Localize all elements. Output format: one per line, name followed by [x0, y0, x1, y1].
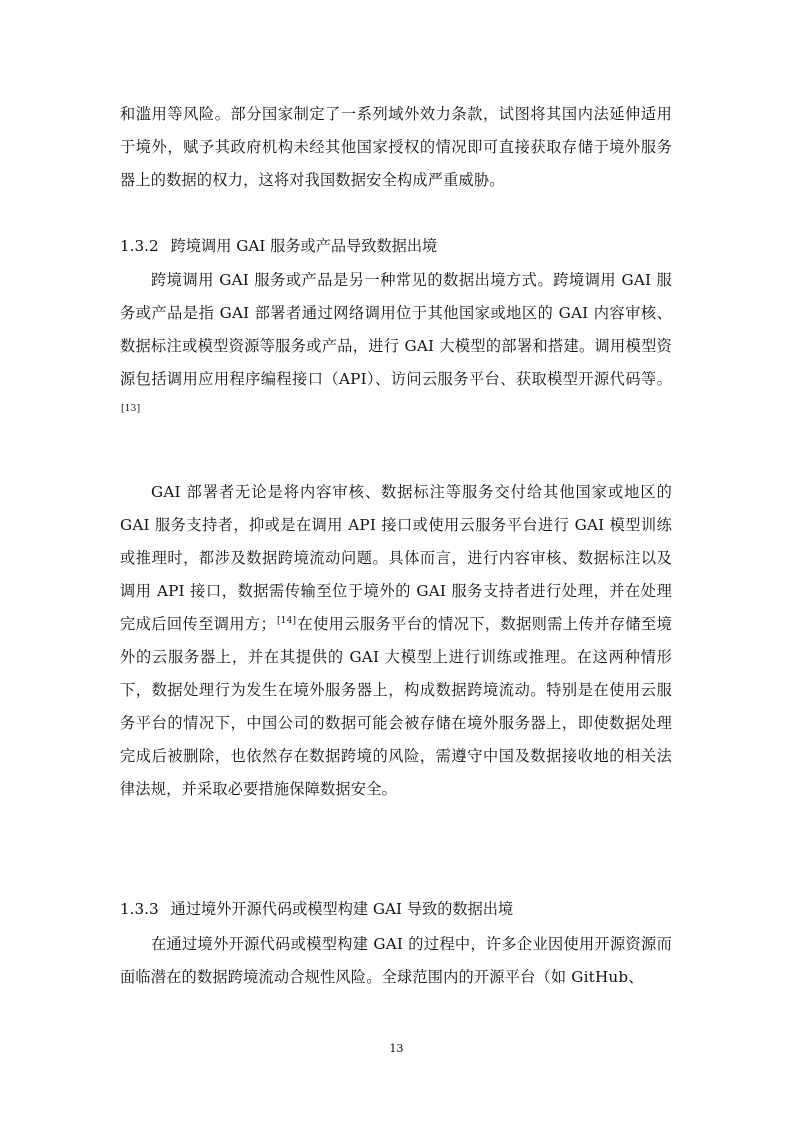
section-heading-1-3-2	[120, 230, 672, 263]
citation-14: [14]	[276, 616, 297, 626]
paragraph-text: 和滥用等风险。部分国家制定了一系列域外效力条款，试图将其国内法延伸适用于境外，赋予其政府机构未经其他国家授权的情况即可直接获取存储于境外服务器上的数据的权力，这将对我国数据安全构成严重威胁。	[120, 105, 672, 189]
section-title: 跨境调用 GAI 服务或产品导致数据出境	[170, 237, 438, 255]
paragraph-open-source-risk	[120, 928, 672, 994]
paragraph-text: 在通过境外开源代码或模型构建 GAI 的过程中，许多企业因使用开源资源而面临潜在的数据跨境流动合规性风险。全球范围内的开源平台（如 GitHub、	[120, 935, 672, 986]
paragraph-text-continued: 在使用云服务平台的情况下，数据则需上传并存储至境外的云服务器上，并在其提供的 GAI 大模型上进行训练或推理。在这两种情形下，数据处理行为发生在境外服务器上，构成数据跨境流动。特别是在使用云服务平台的情况下，中国公司的数据可能会被存储在境外服务器上，即使数据处理完成后被删除，也依然存在数据跨境的风险，需遵守中国及数据接收地的相关法律法规，并采取必要措施保障数据安全。	[120, 615, 672, 798]
section-number: 1.3.2	[120, 237, 159, 255]
section-number: 1.3.3	[120, 900, 159, 918]
paragraph-data-sovereignty-risk	[120, 98, 672, 197]
citation-13: [13]	[121, 404, 141, 414]
paragraph-text: 跨境调用 GAI 服务或产品是另一种常见的数据出境方式。跨境调用 GAI 服务或产品是指 GAI 部署者通过网络调用位于其他国家或地区的 GAI 内容审核、数据标注或模型资源等服务或产品，进行 GAI 大模型的部署和搭建。调用模型资源包括调用应用程序编程接口（API）、访问云服务平台、获取模型开源代码等。	[120, 271, 672, 388]
section-heading-1-3-3	[120, 893, 672, 926]
page-number: 13	[389, 1042, 404, 1055]
paragraph-text: GAI 部署者无论是将内容审核、数据标注等服务交付给其他国家或地区的 GAI 服务支持者，抑或是在调用 API 接口或使用云服务平台进行 GAI 模型训练或推理时，都涉及数据跨境流动问题。具体而言，进行内容审核、数据标注以及调用 API 接口，数据需传输至位于境外的 GAI 服务支持者进行处理，并在处理完成后回传至调用方；	[120, 483, 672, 633]
paragraph-data-flow-issues	[120, 476, 672, 806]
section-title: 通过境外开源代码或模型构建 GAI 导致的数据出境	[170, 900, 514, 918]
paragraph-cross-border-invocation	[120, 264, 672, 429]
